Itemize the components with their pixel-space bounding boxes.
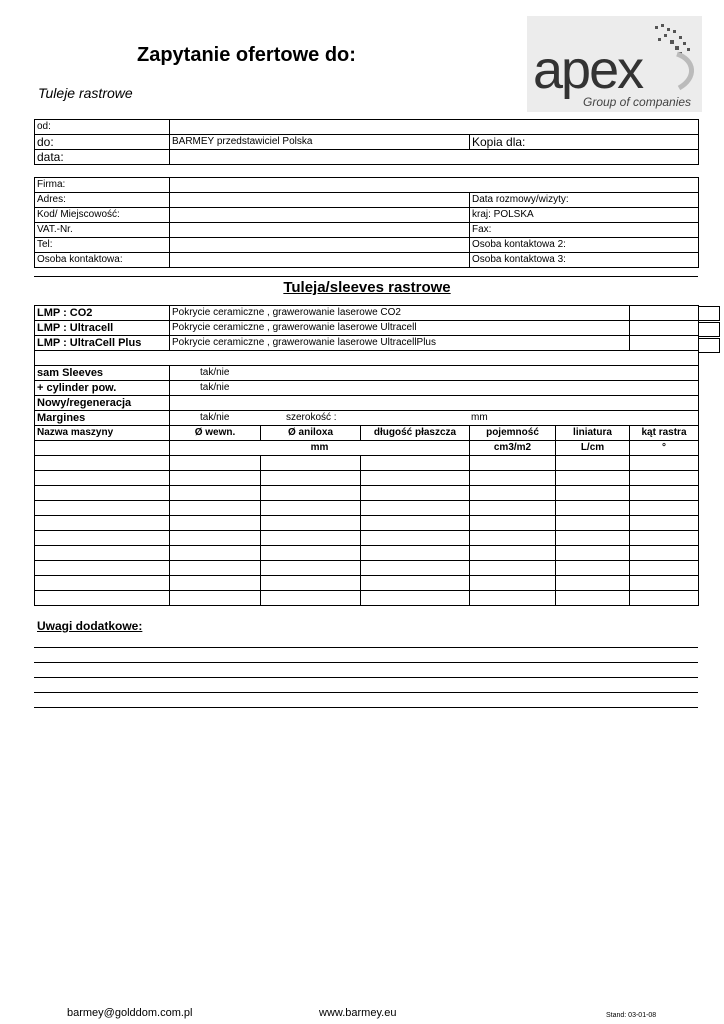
spec-cell[interactable] [630, 486, 699, 501]
page-subtitle: Tuleje rastrowe [38, 85, 133, 101]
spec-cell[interactable] [361, 501, 470, 516]
unit-mm: mm [170, 441, 470, 456]
spec-cell[interactable] [470, 531, 556, 546]
spec-cell[interactable] [470, 546, 556, 561]
spec-cell[interactable] [170, 456, 261, 471]
spec-cell[interactable] [35, 576, 170, 591]
spec-cell[interactable] [630, 591, 699, 606]
product-name: LMP : UltraCell Plus [35, 336, 170, 351]
product-desc: Pokrycie ceramiczne , grawerowanie laserowe UltracellPlus [170, 336, 630, 351]
spec-cell[interactable] [630, 531, 699, 546]
nowy-field[interactable] [170, 396, 699, 411]
notes-line[interactable] [34, 692, 698, 693]
mm-label: mm [471, 412, 488, 423]
spec-cell[interactable] [261, 516, 361, 531]
kod-field[interactable] [170, 208, 470, 223]
osoba2-field[interactable]: Osoba kontaktowa 2: [470, 238, 699, 253]
product-select-cell[interactable] [630, 336, 699, 351]
spec-cell[interactable] [556, 531, 630, 546]
product-select-cell[interactable] [630, 321, 699, 336]
company-table [34, 177, 699, 268]
section-title: Tuleja/sleeves rastrowe [283, 279, 451, 296]
unit-cell [35, 441, 170, 456]
osoba3-field[interactable]: Osoba kontaktowa 3: [470, 253, 699, 268]
nowy-label: Nowy/regeneracja [35, 396, 170, 411]
table-row [35, 561, 699, 576]
adres-label: Adres: [35, 193, 170, 208]
spec-cell[interactable] [35, 561, 170, 576]
spec-cell[interactable] [170, 546, 261, 561]
spec-cell[interactable] [35, 471, 170, 486]
spec-cell[interactable] [556, 591, 630, 606]
data-rozmowy-field[interactable]: Data rozmowy/wizyty: [470, 193, 699, 208]
table-row [35, 576, 699, 591]
spec-cell[interactable] [361, 591, 470, 606]
address-table [34, 119, 699, 165]
spec-cell[interactable] [630, 471, 699, 486]
spec-cell[interactable] [470, 501, 556, 516]
cylinder-label: + cylinder pow. [35, 381, 170, 396]
spec-cell[interactable] [630, 546, 699, 561]
notes-line[interactable] [34, 662, 698, 663]
firma-field[interactable] [170, 178, 699, 193]
spec-cell[interactable] [470, 591, 556, 606]
ultracell-checkbox[interactable] [698, 322, 720, 337]
spec-cell[interactable] [35, 486, 170, 501]
logo-wordmark: apex [533, 40, 643, 100]
table-row [35, 486, 699, 501]
spec-cell[interactable] [361, 486, 470, 501]
spec-cell[interactable] [170, 516, 261, 531]
sam-sleeves-field[interactable]: tak/nie [170, 366, 699, 381]
ultracellplus-checkbox[interactable] [698, 338, 720, 353]
osoba-field[interactable] [170, 253, 470, 268]
spec-cell[interactable] [556, 456, 630, 471]
tel-label: Tel: [35, 238, 170, 253]
spec-cell[interactable] [261, 576, 361, 591]
spec-cell[interactable] [470, 516, 556, 531]
notes-line[interactable] [34, 647, 698, 648]
spec-cell[interactable] [170, 486, 261, 501]
header-kat: kąt rastra [630, 426, 699, 441]
spec-cell[interactable] [470, 471, 556, 486]
spec-cell[interactable] [35, 546, 170, 561]
spec-rows [35, 456, 699, 606]
margines-taknie: tak/nie [200, 412, 230, 423]
product-name: LMP : CO2 [35, 306, 170, 321]
unit-cm3: cm3/m2 [470, 441, 556, 456]
spec-cell[interactable] [361, 531, 470, 546]
footer-stand: Stand: 03-01-08 [606, 1012, 657, 1019]
product-desc: Pokrycie ceramiczne , grawerowanie laserowe Ultracell [170, 321, 630, 336]
header-wewn: Ø wewn. [170, 426, 261, 441]
header-liniatura: liniatura [556, 426, 630, 441]
spec-cell[interactable] [630, 576, 699, 591]
spec-cell[interactable] [470, 561, 556, 576]
cylinder-field[interactable]: tak/nie [170, 381, 699, 396]
spec-cell[interactable] [630, 501, 699, 516]
table-row [35, 501, 699, 516]
header-pojemnosc: pojemność [470, 426, 556, 441]
spec-cell[interactable] [261, 591, 361, 606]
do-field[interactable]: BARMEY przedstawiciel Polska [170, 135, 470, 150]
footer-web[interactable]: www.barmey.eu [319, 1007, 397, 1019]
spec-cell[interactable] [170, 561, 261, 576]
table-row [35, 471, 699, 486]
kraj-field[interactable]: kraj: POLSKA [470, 208, 699, 223]
spec-cell[interactable] [261, 501, 361, 516]
spec-cell[interactable] [556, 516, 630, 531]
spec-cell[interactable] [261, 546, 361, 561]
spec-cell[interactable] [35, 531, 170, 546]
spec-cell[interactable] [361, 471, 470, 486]
spec-cell[interactable] [170, 501, 261, 516]
spacer-row [35, 351, 699, 366]
spec-cell[interactable] [170, 471, 261, 486]
divider [34, 276, 698, 277]
product-desc: Pokrycie ceramiczne , grawerowanie laserowe CO2 [170, 306, 630, 321]
spec-cell[interactable] [35, 501, 170, 516]
table-row [35, 546, 699, 561]
vat-field[interactable] [170, 223, 470, 238]
kopia-label[interactable]: Kopia dla: [470, 135, 699, 150]
osoba-label: Osoba kontaktowa: [35, 253, 170, 268]
margines-label: Margines [35, 411, 170, 426]
spec-cell[interactable] [261, 486, 361, 501]
page-title: Zapytanie ofertowe do: [137, 44, 356, 66]
table-row [35, 456, 699, 471]
spec-cell[interactable] [470, 576, 556, 591]
szerokosc-label: szerokość : [286, 412, 337, 423]
spec-cell[interactable] [261, 471, 361, 486]
spec-cell[interactable] [261, 456, 361, 471]
footer-email[interactable]: barmey@golddom.com.pl [67, 1007, 193, 1019]
spec-cell[interactable] [35, 516, 170, 531]
spec-cell[interactable] [261, 561, 361, 576]
spec-cell[interactable] [556, 576, 630, 591]
spec-cell[interactable] [556, 546, 630, 561]
od-field[interactable] [170, 120, 699, 135]
spec-cell[interactable] [170, 591, 261, 606]
product-select-cell[interactable] [630, 306, 699, 321]
firma-label: Firma: [35, 178, 170, 193]
unit-lcm: L/cm [556, 441, 630, 456]
notes-line[interactable] [34, 707, 698, 708]
spec-cell[interactable] [35, 591, 170, 606]
table-row [35, 531, 699, 546]
tel-field[interactable] [170, 238, 470, 253]
notes-label: Uwagi dodatkowe: [37, 619, 143, 633]
spec-cell[interactable] [556, 501, 630, 516]
spec-cell[interactable] [361, 576, 470, 591]
spec-cell[interactable] [170, 576, 261, 591]
logo-tagline: Group of companies [583, 95, 692, 109]
product-table [34, 305, 699, 606]
spec-cell[interactable] [170, 531, 261, 546]
spec-cell[interactable] [630, 456, 699, 471]
spec-cell[interactable] [556, 486, 630, 501]
header-nazwa: Nazwa maszyny [35, 426, 170, 441]
sam-sleeves-label: sam Sleeves [35, 366, 170, 381]
spec-cell[interactable] [361, 546, 470, 561]
header-anilox: Ø aniloxa [261, 426, 361, 441]
vat-label: VAT.-Nr. [35, 223, 170, 238]
od-label: od: [35, 120, 170, 135]
spec-cell[interactable] [556, 471, 630, 486]
table-row [35, 591, 699, 606]
spec-cell[interactable] [556, 561, 630, 576]
spec-cell[interactable] [361, 456, 470, 471]
spec-cell[interactable] [361, 516, 470, 531]
notes-line[interactable] [34, 677, 698, 678]
product-name: LMP : Ultracell [35, 321, 170, 336]
data-field[interactable] [170, 150, 699, 165]
unit-deg: ° [630, 441, 699, 456]
do-label: do: [35, 135, 170, 150]
fax-field[interactable]: Fax: [470, 223, 699, 238]
spec-cell[interactable] [261, 531, 361, 546]
table-row [35, 516, 699, 531]
margines-field[interactable] [170, 411, 699, 426]
spec-cell[interactable] [630, 561, 699, 576]
spec-cell[interactable] [35, 456, 170, 471]
spec-cell[interactable] [630, 516, 699, 531]
adres-field[interactable] [170, 193, 470, 208]
kod-label: Kod/ Miejscowość: [35, 208, 170, 223]
data-label: data: [35, 150, 170, 165]
co2-checkbox[interactable] [698, 306, 720, 321]
spec-cell[interactable] [470, 486, 556, 501]
spec-cell[interactable] [361, 561, 470, 576]
apex-logo [527, 16, 702, 112]
header-dlugosc: długość płaszcza [361, 426, 470, 441]
spec-cell[interactable] [470, 456, 556, 471]
